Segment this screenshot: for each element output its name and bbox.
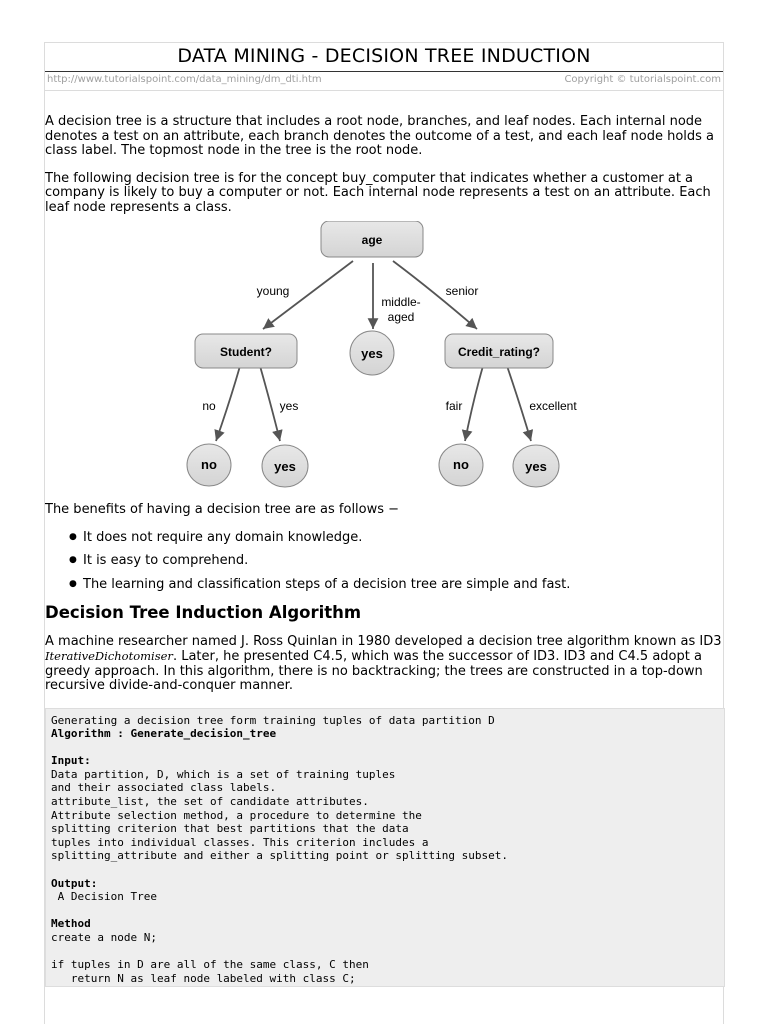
leaf-no-1-label: no [201,457,217,472]
decision-tree-diagram [45,221,725,501]
intro-paragraph-1: A decision tree is a structure that includes a root node, branches, and leaf nodes. Each internal node denotes a test on an attribute, each branch denotes the outcome of a test, and each leaf node holds a class label. The topmost node in the tree is the root node. [45,114,715,158]
meta-row [47,74,721,85]
algorithm-heading: Decision Tree Induction Algorithm [45,602,362,622]
code-line: Generating a decision tree form training tuples of data partition D [51,713,495,727]
credit-rating-node-label: Credit_rating? [457,345,541,359]
algorithm-paragraph: A machine researcher named J. Ross Quinlan in 1980 developed a decision tree algorithm known as ID3 IterativeDichotomiser. Later, he presented C4.5, which was the successor of ID3. ID3 and C4.5 adopt a greedy approach. In this algorithm, there is no backtracking; the trees are constructed in a top-down recursive divide-and-conquer manner. [45,633,722,693]
code-input-lines: Data partition, D, which is a set of training tuples and their associated class labels. attribute_list, the set of candidate attributes. Attribute selection method, a procedure to determine the splitting criterion that best partitions that the data tuples into individual classes. This criterion includes a splitting_attribute and either a splitting point or splitting subset. [51,767,508,863]
code-block [45,708,725,987]
code-method-label: Method [51,917,91,931]
page-title: DATA MINING - DECISION TREE INDUCTION [177,45,591,67]
edge-no [216,366,240,441]
list-item: ● The learning and classification steps of a decision tree are simple and fast. [69,576,571,592]
leaf-yes-1-label: yes [274,459,296,474]
code-output-line: A Decision Tree [51,890,157,904]
middle-leaf-label: yes [361,346,383,361]
edge-label-senior: senior [445,284,479,298]
code-line-bold: Algorithm : Generate_decision_tree [51,727,277,741]
root-node-label: age [361,233,383,247]
edge-fair [465,366,483,441]
list-item: ● It does not require any domain knowledge. [69,529,363,545]
edge-excellent [507,366,531,441]
edge-label-excellent: excellent [529,399,577,413]
leaf-yes-2-label: yes [525,459,547,474]
meta-divider [45,90,723,91]
code-method-line: create a node N; [51,931,157,944]
copyright-notice: Copyright © tutorialspoint.com [564,74,721,85]
edge-label-middle-1: middle- [381,295,421,309]
edge-label-fair: fair [445,399,463,413]
intro-paragraph-2: The following decision tree is for the concept buy_computer that indicates whether a customer at a company is likely to buy a computer or not. Each internal node represents a test on an attribute. Each leaf node represents a class. [45,170,711,215]
list-item: ● It is easy to comprehend. [69,553,249,568]
leaf-no-2-label: no [453,457,469,472]
bullet-icon: ● [69,531,77,542]
code-input-label: Input: [51,754,91,768]
benefits-intro: The benefits of having a decision tree are as follows − [45,502,400,517]
edge-yes [260,366,280,441]
bullet-icon: ● [69,555,77,565]
edge-label-yes: yes [279,399,299,413]
source-url[interactable]: http://www.tutorialspoint.com/data_mining/dm_dti.htm [47,74,322,85]
edge-label-no: no [202,399,216,413]
italic-term: IterativeDichotomiser [45,649,173,663]
benefits-list [45,530,725,592]
edge-label-middle-2: aged [387,310,415,324]
article-body [45,115,725,987]
document-page [44,42,724,1024]
title-divider [45,71,723,72]
code-output-label: Output: [51,876,98,890]
edge-label-young: young [256,284,290,298]
bullet-icon: ● [69,578,77,589]
student-node-label: Student? [220,345,272,359]
code-if-lines: if tuples in D are all of the same class, C then return N as leaf node labeled with class C; [51,958,369,985]
